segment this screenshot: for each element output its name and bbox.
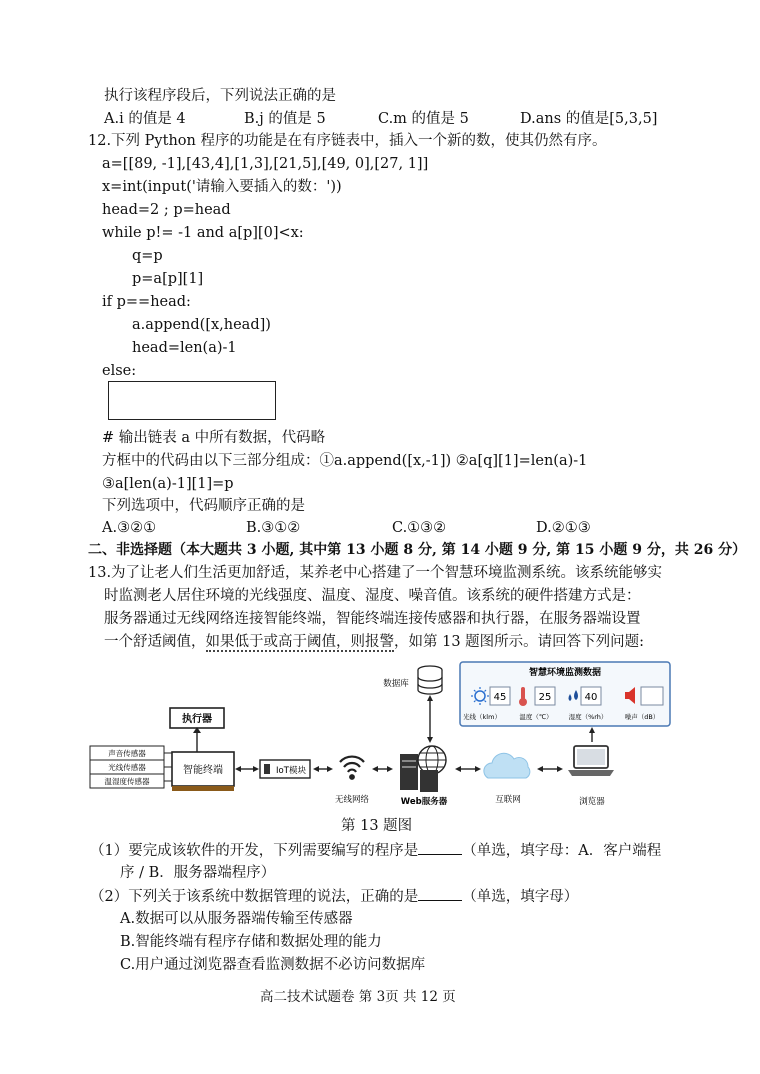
code-line: p=a[p][1] <box>132 271 204 287</box>
code-line: a.append([x,head]) <box>132 317 271 333</box>
actuator-label: 执行器 <box>182 714 212 725</box>
code-line: a=[[89, -1],[43,4],[1,3],[21,5],[49, 0],[27, 1]] <box>102 156 429 172</box>
laptop-icon <box>568 746 614 776</box>
q13-sub1-line2: 序 / B．服务器端程序） <box>120 865 276 881</box>
light-sensor-label: 光线传感器 <box>108 763 146 772</box>
code-line: else: <box>102 363 137 379</box>
q12-stem: 12.下列 Python 程序的功能是在有序链表中，插入一个新的数，使其仍然有序。 <box>88 133 607 149</box>
answer-blank[interactable] <box>418 840 462 855</box>
browser-label: 浏览器 <box>579 797 605 807</box>
iot-module <box>260 760 310 778</box>
q12-option-c: C.①③② <box>392 520 447 536</box>
q13-sub2-option-a: A.数据可以从服务器端传输至传感器 <box>120 911 353 927</box>
q12-option-a: A.③②① <box>102 520 157 536</box>
q11-option-a: A.i 的值是 4 <box>104 111 186 127</box>
q11-option-d: D.ans 的值是[5,3,5] <box>520 111 658 127</box>
q12-box-part3: ③a[len(a)-1][1]=p <box>102 476 234 492</box>
q13-sub2-option-b: B.智能终端有程序存储和数据处理的能力 <box>120 934 382 950</box>
terminal-label: 智能终端 <box>183 765 223 776</box>
web-server-label: Web服务器 <box>400 797 448 807</box>
q13-stem-line3: 服务器通过无线网络连接智能终端，智能终端连接传感器和执行器，在服务器端设置 <box>104 611 641 627</box>
q13-sub2-option-c: C.用户通过浏览器查看监测数据不必访问数据库 <box>120 957 426 973</box>
code-line: if p==head: <box>102 294 191 310</box>
q13-stem-line4: 一个舒适阈值，如果低于或高于阈值，则报警，如第 13 题图所示。请回答下列问题: <box>104 634 645 650</box>
database-label: 数据库 <box>383 679 409 689</box>
internet-label: 互联网 <box>495 795 521 805</box>
light-value: 45 <box>493 692 507 703</box>
temp-label: 温度（℃） <box>519 713 553 721</box>
code-line: q=p <box>132 248 163 264</box>
cloud-icon <box>484 753 530 778</box>
panel-title: 智慧环境监测数据 <box>528 668 602 678</box>
q12-prompt: 下列选项中，代码顺序正确的是 <box>102 498 305 514</box>
answer-blank[interactable] <box>418 886 462 901</box>
q12-box-parts: 方框中的代码由以下三部分组成：①a.append([x,-1]) ②a[q][1]=len(a)-1 <box>102 453 588 469</box>
noise-label: 噪声（dB） <box>624 713 660 721</box>
iot-label: IoT模块 <box>276 766 306 776</box>
sensor-group <box>90 746 164 788</box>
database-icon <box>418 666 442 694</box>
temp-value: 25 <box>538 692 552 703</box>
code-line: head=2 ; p=head <box>102 202 231 218</box>
q12-option-d: D.②①③ <box>536 520 591 536</box>
code-line: head=len(a)-1 <box>132 340 237 356</box>
dotted-emphasis: 如果低于或高于阈值，则报警 <box>205 634 394 650</box>
code-answer-box <box>108 381 276 420</box>
q11-option-c: C.m 的值是 5 <box>378 111 469 127</box>
figure-caption: 第 13 题图 <box>341 818 413 834</box>
humidity-label: 湿度（%rh） <box>568 713 608 721</box>
q13-sub2-line1: （2）下列关于该系统中数据管理的说法，正确的是 （单选，填字母） <box>90 886 578 907</box>
wifi-icon <box>340 757 364 779</box>
code-line: while p!= -1 and a[p][0]<x: <box>102 225 304 241</box>
q11-stem-tail: 执行该程序段后，下列说法正确的是 <box>104 88 336 104</box>
q11-option-b: B.j 的值是 5 <box>244 111 326 127</box>
web-server-icon <box>400 746 446 792</box>
temp-humidity-sensor-label: 温湿度传感器 <box>104 777 150 786</box>
smart-terminal <box>172 752 234 791</box>
humidity-value: 40 <box>584 692 598 703</box>
q13-system-diagram <box>86 656 686 816</box>
code-line: x=int(input('请输入要插入的数：')) <box>102 179 342 195</box>
section-2-heading: 二、非选择题（本大题共 3 小题, 其中第 13 小题 8 分, 第 14 小题 9 分, 第 15 小题 9 分，共 26 分） <box>88 542 747 558</box>
q13-stem-line1: 13.为了让老人们生活更加舒适，某养老中心搭建了一个智慧环境监测系统。该系统能够实 <box>88 565 663 581</box>
q13-stem-line2: 时监测老人居住环境的光线强度、温度、湿度、噪音值。该系统的硬件搭建方式是： <box>104 588 641 604</box>
wifi-label: 无线网络 <box>334 795 370 805</box>
page-footer: 高二技术试题卷 第 3页 共 12 页 <box>260 989 456 1005</box>
q12-comment: # 输出链表 a 中所有数据，代码略 <box>102 430 326 446</box>
monitor-panel <box>460 662 670 726</box>
q12-option-b: B.③①② <box>246 520 301 536</box>
light-label: 光线（klm） <box>463 713 501 721</box>
sound-sensor-label: 声音传感器 <box>108 749 146 758</box>
q13-sub1-line1: （1）要完成该软件的开发，下列需要编写的程序是 （单选，填字母：A．客户端程 <box>90 840 661 861</box>
